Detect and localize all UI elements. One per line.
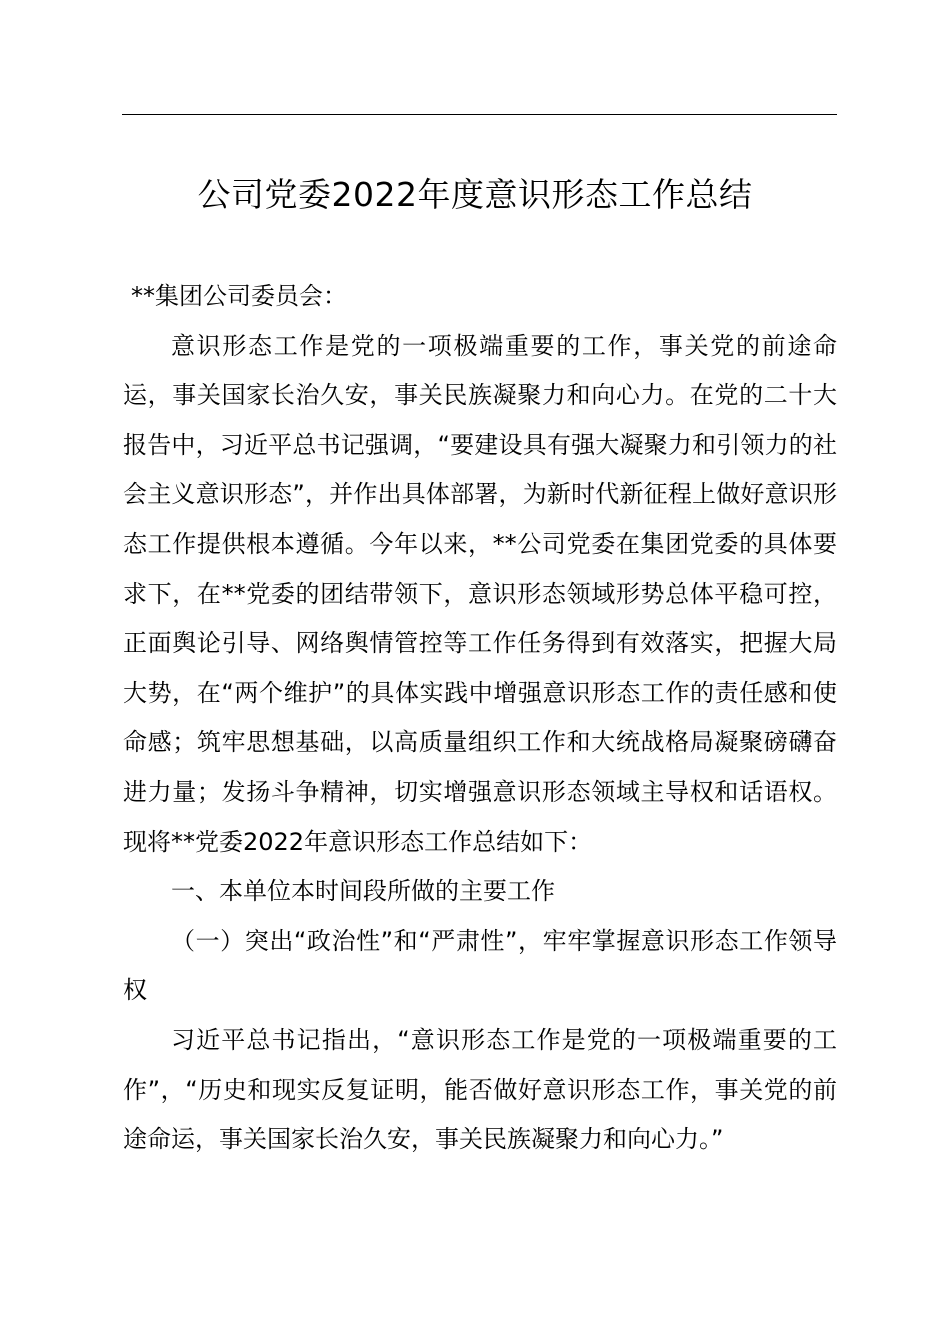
header-rule xyxy=(122,114,837,115)
salutation: **集团公司委员会： xyxy=(131,282,347,310)
document-title: 公司党委2022年度意识形态工作总结 xyxy=(197,175,753,214)
section-heading: 一、本单位本时间段所做的主要工作 xyxy=(171,877,555,906)
body-paragraph: 习近平总书记指出，“意识形态工作是党的一项极端重要的工作”，“历史和现实反复证明，能否做好意识形态工作，事关党的前途命运，事关国家长治久安，事关民族凝聚力和向心力。” xyxy=(123,1025,837,1154)
subsection-heading: （一）突出“政治性”和“严肃性”，牢牢掌握意识形态工作领导权 xyxy=(123,926,837,1005)
document-body xyxy=(123,272,837,1165)
intro-paragraph: 意识形态工作是党的一项极端重要的工作，事关党的前途命运，事关国家长治久安，事关民族凝聚力和向心力。在党的二十大报告中，习近平总书记强调，“要建设具有强大凝聚力和引领力的社会主义意识形态”，并作出具体部署，为新时代新征程上做好意识形态工作提供根本遵循。今年以来，**公司党委在集团党委的具体要求下，在**党委的团结带领下，意识形态领域形势总体平稳可控，正面舆论引导、网络舆情管控等工作任务得到有效落实，把握大局大势，在“两个维护”的具体实践中增强意识形态工作的责任感和使命感；筑牢思想基础，以高质量组织工作和大统战格局凝聚磅礴奋进力量；发扬斗争精神，切实增强意识形态领域主导权和话语权。现将**党委2022年意识形态工作总结如下： xyxy=(123,331,837,856)
